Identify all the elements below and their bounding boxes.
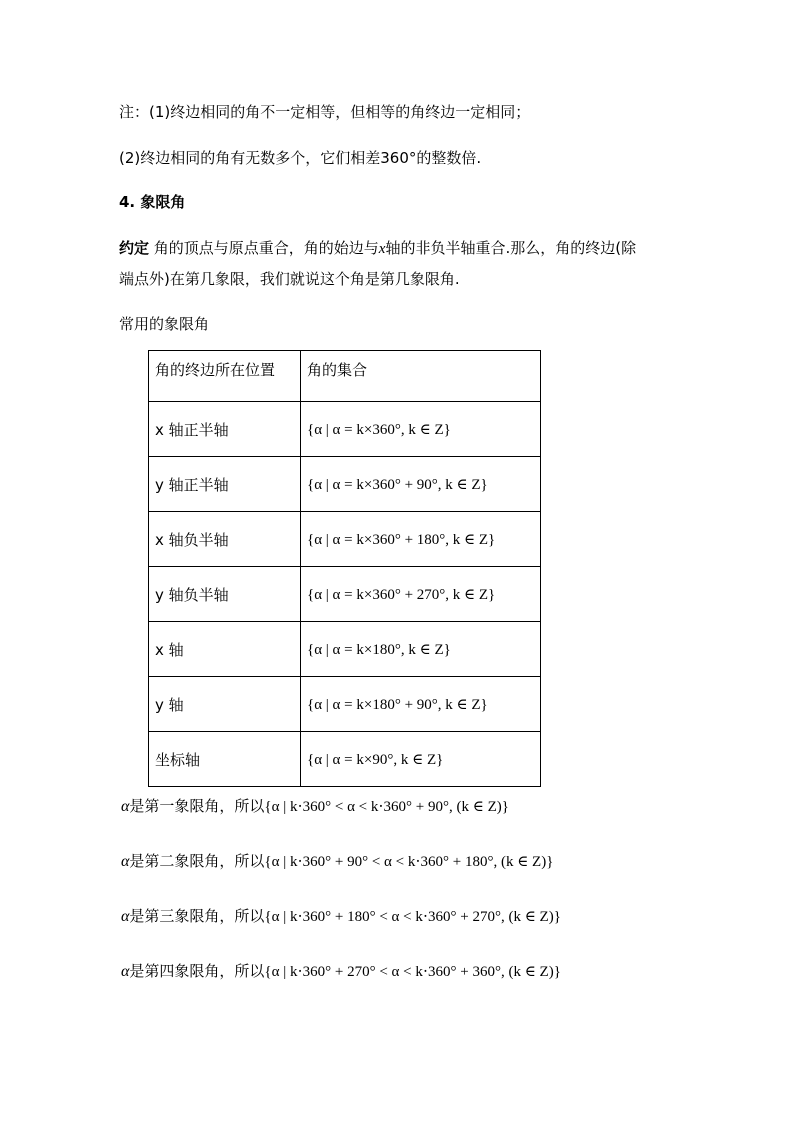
table-row [149,457,541,512]
table-row [149,732,541,787]
table-cell-position: y 轴正半轴 [149,457,301,512]
table-cell-position: x 轴负半轴 [149,512,301,567]
quadrant-formula: {α | k⋅360° + 270° < α < k⋅360° + 360°, (k ∈ Z)} [264,964,561,980]
table-cell-set: {α | α = k×90°, k ∈ Z} [301,732,541,787]
table-cell-set: {α | α = k×360° + 90°, k ∈ Z} [301,457,541,512]
table-cell-set: {α | α = k×360° + 270°, k ∈ Z} [301,567,541,622]
alpha-symbol: α [121,908,130,925]
table-row [149,677,541,732]
quadrant-formula: {α | k⋅360° < α < k⋅360° + 90°, (k ∈ Z)} [264,799,509,815]
quadrant-text: 是第二象限角，所以 [129,852,265,870]
quadrant-line-2 [121,849,553,874]
quadrant-line-1 [121,794,509,819]
definition-text-b: 轴的非负半轴重合.那么，角的终边(除 [385,239,637,257]
table-cell-set: {α | α = k×180° + 90°, k ∈ Z} [301,677,541,732]
table-header-set: 角的集合 [301,351,541,402]
table-row [149,622,541,677]
quadrant-sets-table [148,350,541,787]
quadrant-formula: {α | k⋅360° + 180° < α < k⋅360° + 270°, (k ∈ Z)} [264,909,561,925]
quadrant-text: 是第四象限角，所以 [129,962,265,980]
note-line-1: 注：(1)终边相同的角不一定相等，但相等的角终边一定相同； [119,103,531,121]
definition-var-x: x [378,241,386,257]
quadrant-line-4 [121,959,561,984]
table-cell-position: x 轴正半轴 [149,402,301,457]
quadrant-text: 是第三象限角，所以 [129,907,265,925]
table-cell-position: x 轴 [149,622,301,677]
quadrant-formula: {α | k⋅360° + 90° < α < k⋅360° + 180°, (k ∈ Z)} [264,854,554,870]
table-caption: 常用的象限角 [119,315,210,333]
section-title: 4. 象限角 [119,193,186,211]
table-cell-position: y 轴负半轴 [149,567,301,622]
definition-text-a: 角的顶点与原点重合，角的始边与 [149,239,379,257]
table-cell-set: {α | α = k×360°, k ∈ Z} [301,402,541,457]
table-cell-position: 坐标轴 [149,732,301,787]
alpha-symbol: α [121,853,130,870]
table-row [149,512,541,567]
quadrant-text: 是第一象限角，所以 [129,797,265,815]
alpha-symbol: α [121,798,130,815]
definition-line-2: 端点外)在第几象限，我们就说这个角是第几象限角. [119,270,460,288]
table-header-position: 角的终边所在位置 [149,351,301,402]
table-cell-position: y 轴 [149,677,301,732]
table-cell-set: {α | α = k×180°, k ∈ Z} [301,622,541,677]
table-row [149,567,541,622]
table-row [149,402,541,457]
note-line-2: (2)终边相同的角有无数多个，它们相差360°的整数倍. [119,149,482,167]
definition-label: 约定 [119,239,150,257]
definition-line-1 [119,238,636,259]
alpha-symbol: α [121,963,130,980]
table-cell-set: {α | α = k×360° + 180°, k ∈ Z} [301,512,541,567]
table-header-row [149,351,541,402]
quadrant-line-3 [121,904,561,929]
